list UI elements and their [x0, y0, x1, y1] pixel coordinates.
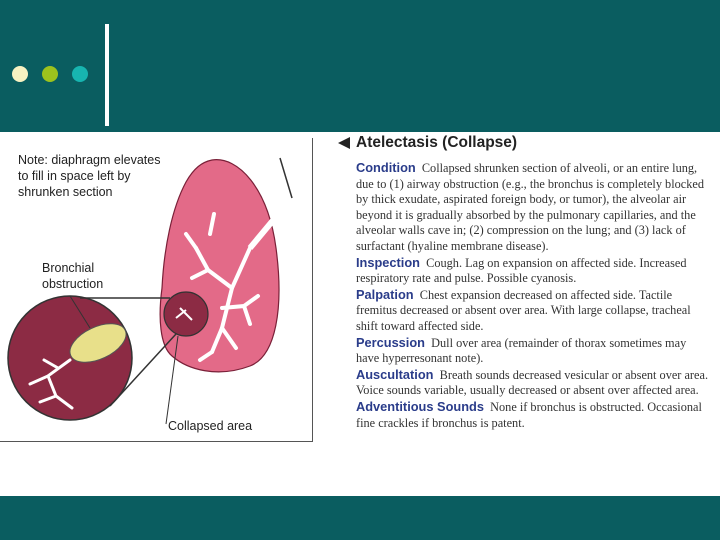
- bullet-dot-cream: [12, 66, 28, 82]
- percussion-paragraph: Percussion Dull over area (remainder of thorax sometimes may have hyperresonant note).: [356, 334, 687, 366]
- pointer-arrow-icon: [338, 137, 350, 149]
- title-divider-bar: [105, 24, 109, 126]
- bullet-dot-teal: [72, 66, 88, 82]
- collapsed-area-label: Collapsed area: [168, 419, 253, 433]
- atelectasis-illustration: [0, 138, 313, 442]
- lung-diagram: [0, 138, 312, 441]
- diaphragm-note: Note: diaphragm elevates to fill in space left by shrunken section: [18, 153, 161, 199]
- inspection-paragraph: Inspection Cough. Lag on expansion on affected side. Increased respiratory rate and pulse. Possible cyanosis.: [356, 254, 687, 286]
- bronchial-obstruction-label: Bronchial obstruction: [42, 261, 104, 291]
- condition-paragraph: Condition Collapsed shrunken section of alveoli, or an entire lung, due to (1) airway obstruction (e.g., the bronchus is completely blocked by thick exudate, aspirated foreign body, or tumor), the alveolar air beyond it is gradually absorbed by the pulmonary capillaries, and the alveolar walls cave in; (2) compression on the lung; and (3) lack of surfactant (hyaline membrane disease).: [356, 160, 704, 253]
- section-title: Atelectasis (Collapse): [356, 134, 710, 152]
- adventitious-sounds-paragraph: Adventitious Sounds None if bronchus is obstructed. Occasional fine crackles if bronchus is patent.: [356, 398, 702, 430]
- bullet-dot-green: [42, 66, 58, 82]
- atelectasis-description: [338, 134, 710, 431]
- auscultation-paragraph: Auscultation Breath sounds decreased vesicular or absent over area. Voice sounds variable, usually decreased or absent over affected area.: [356, 366, 709, 398]
- palpation-paragraph: Palpation Chest expansion decreased on affected side. Tactile fremitus decreased or absent over area. With large collapse, tracheal shift toward affected side.: [356, 286, 691, 333]
- trachea-line: [280, 158, 292, 198]
